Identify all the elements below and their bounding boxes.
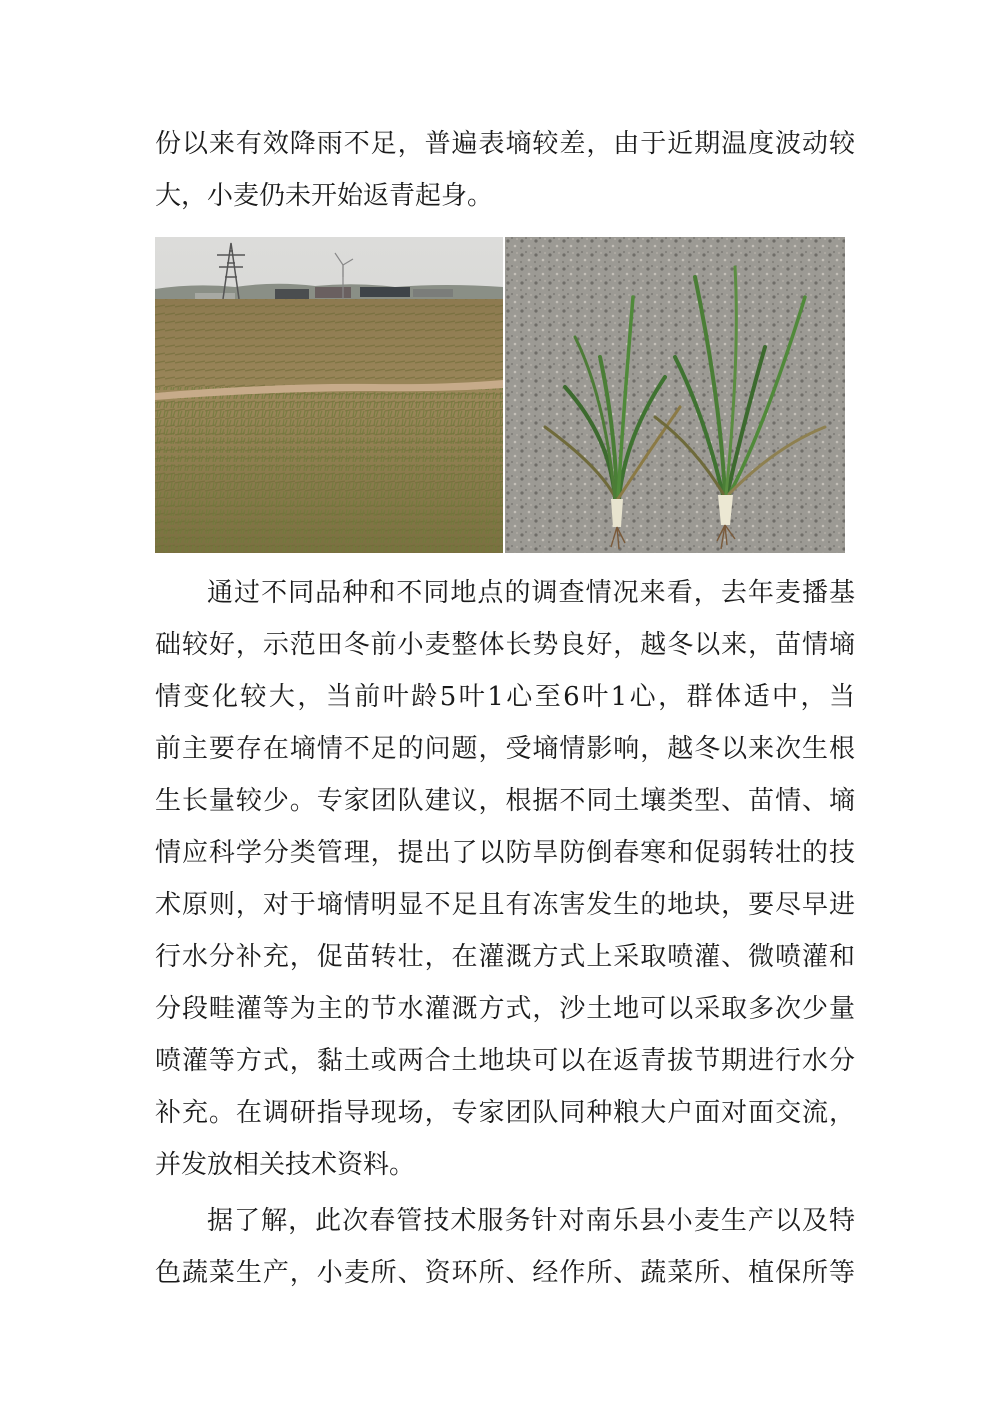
wheat-seedlings-photo [505, 237, 845, 553]
paragraph-line: 并发放相关技术资料。 [155, 1150, 416, 1180]
paragraph-2 [155, 567, 855, 1191]
paragraph-line: 情变化较大，当前叶龄5叶1心至6叶1心，群体适中，当 [155, 682, 855, 712]
paragraph-3 [155, 1195, 855, 1299]
paragraph-line: 础较好，示范田冬前小麦整体长势良好，越冬以来，苗情墒 [155, 630, 855, 660]
paragraph-line: 喷灌等方式，黏土或两合土地块可以在返青拔节期进行水分 [155, 1046, 855, 1076]
paragraph-line: 份以来有效降雨不足，普遍表墒较差，由于近期温度波动较 [155, 129, 855, 159]
paragraph-1 [155, 118, 855, 222]
photo-pair [155, 237, 845, 553]
paragraph-line: 通过不同品种和不同地点的调查情况来看，去年麦播基 [207, 578, 855, 608]
paragraph-line: 据了解，此次春管技术服务针对南乐县小麦生产以及特 [207, 1206, 855, 1236]
paragraph-line: 生长量较少。专家团队建议，根据不同土壤类型、苗情、墒 [155, 786, 855, 816]
paragraph-line: 色蔬菜生产，小麦所、资环所、经作所、蔬菜所、植保所等 [155, 1258, 855, 1288]
paragraph-line: 行水分补充，促苗转壮，在灌溉方式上采取喷灌、微喷灌和 [155, 942, 855, 972]
paragraph-line: 术原则，对于墒情明显不足且有冻害发生的地块，要尽早进 [155, 890, 855, 920]
paragraph-line: 补充。在调研指导现场，专家团队同种粮大户面对面交流， [155, 1098, 855, 1128]
paragraph-line: 分段畦灌等为主的节水灌溉方式，沙土地可以采取多次少量 [155, 994, 855, 1024]
paragraph-line: 大，小麦仍未开始返青起身。 [155, 181, 494, 211]
paragraph-line: 前主要存在墒情不足的问题，受墒情影响，越冬以来次生根 [155, 734, 855, 764]
wheat-field-photo [155, 237, 503, 553]
paragraph-line: 情应科学分类管理，提出了以防旱防倒春寒和促弱转壮的技 [155, 838, 855, 868]
